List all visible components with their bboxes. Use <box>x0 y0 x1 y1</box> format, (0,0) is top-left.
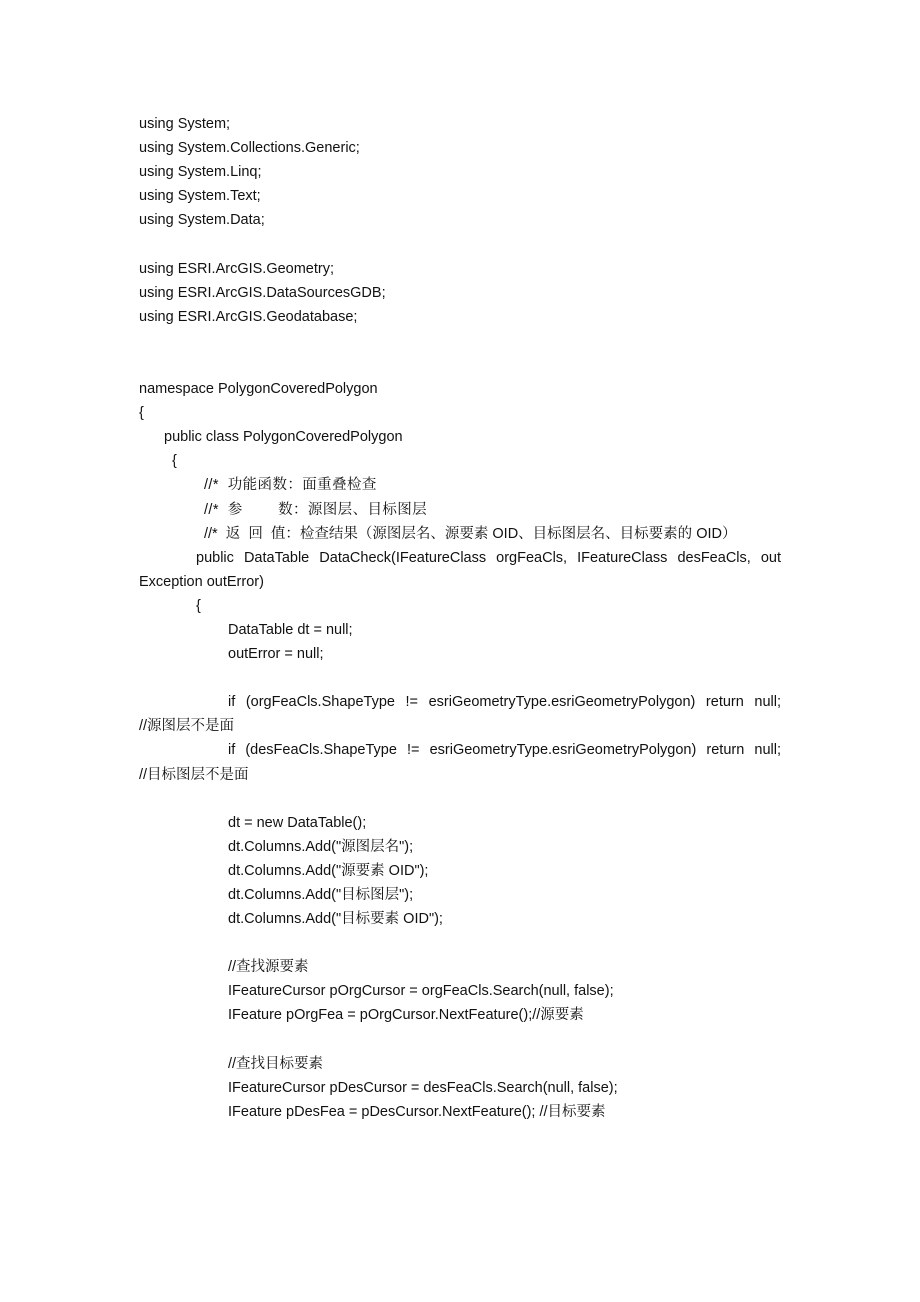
code-line: dt = new DataTable(); <box>228 814 367 831</box>
code-line: { <box>172 453 177 470</box>
code-line: using System.Linq; <box>139 164 262 181</box>
code-line: Exception outError) <box>139 573 264 590</box>
code-line: dt.Columns.Add("目标图层"); <box>228 887 414 903</box>
blank-line <box>139 666 781 690</box>
code-line: public class PolygonCoveredPolygon <box>164 429 403 446</box>
comment-line: //目标图层不是面 <box>139 766 249 783</box>
comment-line: //源图层不是面 <box>139 718 235 735</box>
code-line: using ESRI.ArcGIS.DataSourcesGDB; <box>139 284 386 301</box>
code-line: DataTable dt = null; <box>228 621 353 638</box>
code-line: using ESRI.ArcGIS.Geodatabase; <box>139 308 358 325</box>
comment-line: //* 返 回 值：检查结果（源图层名、源要素 OID、目标图层名、目标要素的 OID） <box>204 525 737 542</box>
code-line: dt.Columns.Add("源要素 OID"); <box>228 862 429 879</box>
code-line: public DataTable DataCheck(IFeatureClass orgFeaCls, IFeatureClass desFeaCls, out <box>196 549 781 566</box>
blank-line <box>139 329 781 353</box>
code-line: using System.Data; <box>139 212 265 229</box>
comment-line: //查找目标要素 <box>228 1055 324 1072</box>
comment-line: //* 功能函数：面重叠检查 <box>204 477 377 494</box>
code-line: namespace PolygonCoveredPolygon <box>139 381 378 398</box>
code-line: outError = null; <box>228 646 324 663</box>
code-line: { <box>139 405 144 422</box>
blank-line <box>139 931 781 955</box>
code-line: dt.Columns.Add("源图层名"); <box>228 838 414 855</box>
code-line: if (orgFeaCls.ShapeType != esriGeometryType.esriGeometryPolygon) return null; <box>228 694 781 711</box>
code-listing <box>139 112 781 1124</box>
code-line: IFeatureCursor pDesCursor = desFeaCls.Search(null, false); <box>228 1079 618 1096</box>
code-line: using System.Text; <box>139 188 261 205</box>
code-line: using System; <box>139 116 231 132</box>
code-line: dt.Columns.Add("目标要素 OID"); <box>228 911 443 928</box>
code-line: if (desFeaCls.ShapeType != esriGeometryType.esriGeometryPolygon) return null; <box>228 742 781 759</box>
blank-line <box>139 787 781 811</box>
code-line: IFeatureCursor pOrgCursor = orgFeaCls.Search(null, false); <box>228 983 614 1000</box>
code-line: IFeature pOrgFea = pOrgCursor.NextFeature();//源要素 <box>228 1007 584 1024</box>
code-line: { <box>196 597 201 614</box>
comment-line: //* 参 数：源图层、目标图层 <box>204 501 428 518</box>
blank-line <box>139 232 781 256</box>
code-line: IFeature pDesFea = pDesCursor.NextFeature(); //目标要素 <box>228 1103 606 1120</box>
code-line: using System.Collections.Generic; <box>139 140 360 157</box>
blank-line <box>139 353 781 377</box>
blank-line <box>139 1028 781 1052</box>
code-line: using ESRI.ArcGIS.Geometry; <box>139 260 335 277</box>
comment-line: //查找源要素 <box>228 959 309 976</box>
